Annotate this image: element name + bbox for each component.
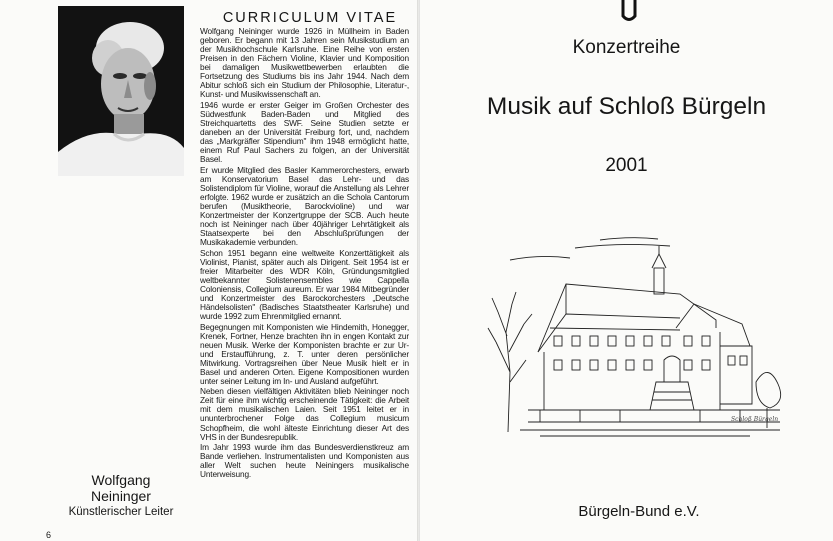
artist-role: Künstlerischer Leiter — [68, 506, 174, 518]
page-fold — [417, 0, 420, 541]
sketch-signature: Schloß Bürgeln — [731, 416, 779, 423]
cv-paragraph: Er wurde Mitglied des Basler Kammerorchesters, erwarb am Konservatorium Basel das Lehr- und das Solistendiplom für Violine, worauf die Anstellung als Lehrer erfolgte. 1962 wurde er zusätzich an die Schola Cantorum berufen (Musiktheorie, Barockvioline) und war Konzertmeister der Konzertgruppe der SCB. Auch heute noch ist Neininger nach über 40jähriger Lehrtätigkeit als Staatsexperte bei den Abschlußprüfungen der Musikakademie verbunden. — [200, 164, 409, 248]
cv-body — [200, 27, 409, 481]
cv-paragraph: Neben diesen vielfältigen Aktivitäten blieb Neininger noch Zeit für eine ihm wichtig erscheinende Tätigkeit: die Arbeit mit dem musikalischen Laien. Seit 1951 leitet er in ununterbrochener Folge das Collegium musicum Schopfheim, die wohl älteste Einrichtung dieser Art des VHS in der Bundesrepublik. — [200, 386, 409, 442]
artist-last-name: Neininger — [91, 488, 151, 504]
brochure-title: Musik auf Schloß Bürgeln — [486, 93, 767, 120]
cv-heading: CURRICULUM VITAE — [222, 10, 398, 26]
cv-paragraph: Im Jahr 1993 wurde ihm das Bundesverdienstkreuz am Bande verliehen. Instrumentalisten und Komponisten aus aller Welt suchen heute Neiningers musikalische Unterweisung. — [200, 442, 409, 480]
castle-sketch-illustration — [480, 232, 800, 442]
portrait-image — [58, 6, 184, 176]
series-label: Konzertreihe — [572, 37, 681, 58]
cv-paragraph: Schon 1951 begann eine weltweite Konzerttätigkeit als Violinist, Pianist, später auch als Dirigent. Seit 1954 ist er freier Mitarbeiter des WDR Köln, Gründungsmitglied weltbekannter Solistenensembles wie Cappella Coloniensis, Collegium aureum. Er war 1984 Mitbegründer und Konzertmeister des Barockorchesters „Deutsche Händelsolisten" (Badisches Staatstheater Karlsruhe) und wurde 1992 zum Ehrenmitglied ernannt. — [200, 247, 409, 321]
publisher-name: Bürgeln-Bund e.V. — [578, 503, 700, 520]
logo-mark-icon — [618, 0, 640, 24]
artist-name-block — [56, 472, 186, 518]
artist-first-name: Wolfgang — [91, 472, 151, 488]
page-number: 6 — [46, 530, 52, 540]
brochure-year: 2001 — [605, 155, 648, 176]
cv-paragraph: Begegnungen mit Komponisten wie Hindemith, Honegger, Krenek, Fortner, Henze brachten ihn in engen Kontakt zur neuen Musik. Werke der Komponisten brachte er zur Ur- und Erstaufführung, z. T. unter deren persönlicher Mitwirkung. Vortragsreihen über Neue Musik hielt er in Basel und anderen Orten. Eigene Kompositionen wurden unter seiner Leitung im In- und Ausland aufgeführt. — [200, 321, 409, 386]
portrait-photo — [58, 6, 184, 176]
cv-paragraph: 1946 wurde er erster Geiger im Großen Orchester des Südwestfunk Baden-Baden und Mitglied des Streichquartetts des SWF. Seine Studien setzte er daneben an der Universität Freiburg fort, und, nachdem das „Markgräfler Stipendium" ihm 1948 ermöglicht hatte, einem Ruf Paul Sachers zu folgen, an der Universität Basel. — [200, 99, 409, 165]
cv-paragraph: Wolfgang Neininger wurde 1926 in Müllheim in Baden geboren. Er begann mit 13 Jahren sein Musikstudium an der Musikhochschule Karlsruhe. Eine Reihe von ersten Preisen in den Fächern Violine, Klavier und Komposition bei damaligen Musikwettbewerben erlaubten die Fortsetzung des Studiums bis ins Jahr 1944. Nach dem Abitur schloß sich ein Studium der Philosophie, Literatur-, Kunst- und Musikwissenschaft an. — [200, 26, 409, 100]
